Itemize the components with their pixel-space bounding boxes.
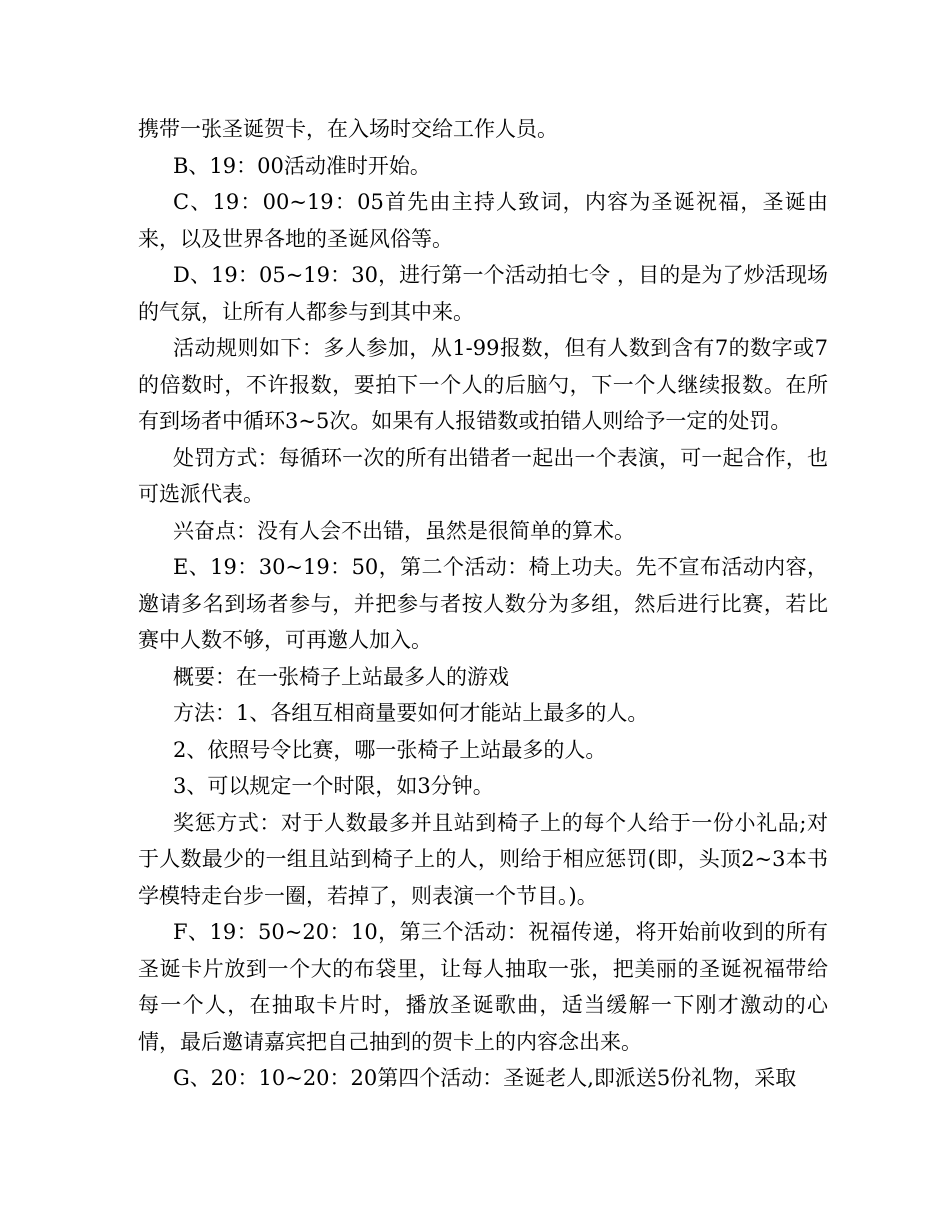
paragraph: 概要：在一张椅子上站最多人的游戏: [173, 664, 509, 689]
paragraph: G、20：10~20：20第四个活动：圣诞老人,即派送5份礼物，采取: [173, 1066, 797, 1090]
paragraph: 方法：1、各组互相商量要如何才能站上最多的人。: [173, 701, 649, 725]
paragraph: 奖惩方式：对于人数最多并且站到椅子上的每个人给于一份小礼品;对于人数最少的一组且站到椅子上的人，则给于相应惩罚(即，头顶2~3本书学模特走台步一圈，若掉了，则表演一个节目。)。: [138, 810, 828, 908]
paragraph: 活动规则如下：多人参加，从1-99报数，但有人数到含有7的数字或7的倍数时，不许报数，要拍下一个人的后脑勺，下一个人继续报数。在所有到场者中循环3~5次。如果有人报错数或拍错人则给予一定的处罚。: [138, 336, 828, 433]
paragraph: D、19：05~19：30，进行第一个活动拍七令 ，目的是为了炒活现场的气氛，让所有人都参与到其中来。: [138, 263, 828, 324]
paragraph: F、19：50~20：10，第三个活动：祝福传递，将开始前收到的所有圣诞卡片放到一个大的布袋里，让每人抽取一张，把美丽的圣诞祝福带给每一个人，在抽取卡片时，播放圣诞歌曲，适当缓解一下刚才激动的心情，最后邀请嘉宾把自己抽到的贺卡上的内容念出来。: [138, 920, 828, 1054]
paragraph: 2、依照号令比赛，哪一张椅子上站最多的人。: [173, 737, 607, 762]
paragraph: 3、可以规定一个时限，如3分钟。: [173, 774, 494, 798]
paragraph: 携带一张圣诞贺卡，在入场时交给工作人员。: [138, 117, 558, 141]
document-body: [138, 111, 828, 1097]
paragraph: 处罚方式：每循环一次的所有出错者一起出一个表演，可一起合作，也可选派代表。: [138, 445, 828, 506]
paragraph: 兴奋点：没有人会不出错，虽然是很简单的算术。: [173, 518, 635, 543]
paragraph: C、19：00~19：05首先由主持人致词，内容为圣诞祝福，圣诞由来，以及世界各地的圣诞风俗等。: [138, 190, 828, 251]
paragraph: E、19：30~19：50，第二个活动：椅上功夫。先不宣布活动内容，邀请多名到场者参与，并把参与者按人数分为多组，然后进行比赛，若比赛中人数不够，可再邀人加入。: [138, 555, 828, 652]
paragraph: B、19：00活动准时开始。: [173, 153, 431, 178]
